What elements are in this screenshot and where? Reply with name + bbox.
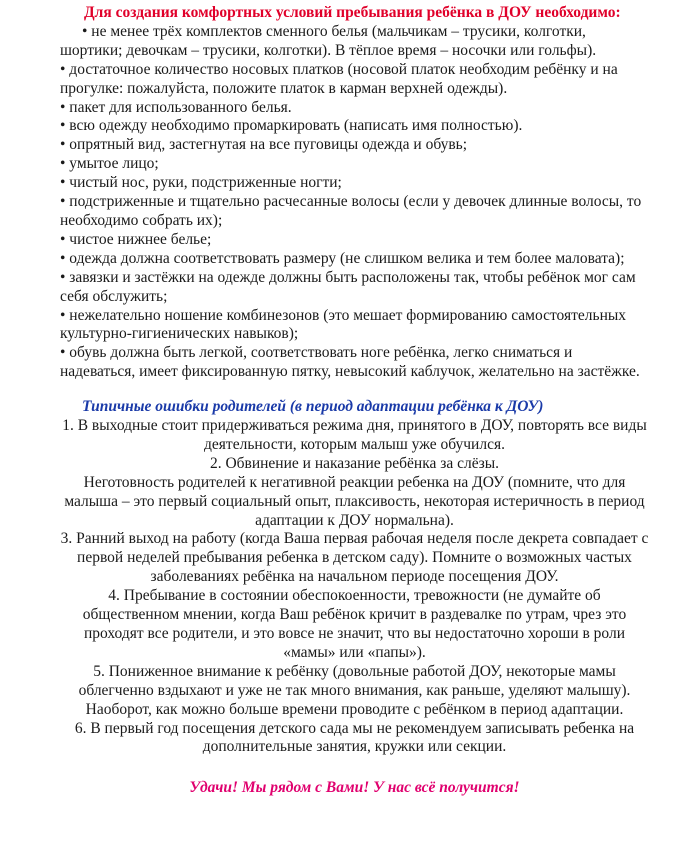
list-item: • одежда должна соответствовать размеру (не слишком велика и тем более маловата); [60, 249, 625, 267]
mistakes-list [60, 417, 649, 757]
list-item: • обувь должна быть легкой, соответствовать ноге ребёнка, легко сниматься и надеваться, имеет фиксированную пятку, невысокий каблучок, желательно на застёжке. [60, 344, 640, 381]
list-item: • опрятный вид, застегнутая на все пуговицы одежда и обувь; [60, 136, 468, 154]
list-item: 5. Пониженное внимание к ребёнку (довольные работой ДОУ, некоторые мамы облегченно вздыхают и уже не так много внимания, как раньше, уделяют малышу). Наоборот, как можно больше времени проводите с ребёнком в период адаптации. [78, 662, 631, 718]
list-item: • нежелательно ношение комбинезонов (это мешает формированию самостоятельных культурно-гигиенических навыков); [60, 306, 627, 343]
list-item: 4. Пребывание в состоянии обеспокоенности, тревожности (не думайте об общественном мнении, когда Ваш ребёнок кричит в раздевалке по утрам, чрез это проходят все родители, и это вовсе не значит, что вы недостаточно хороши в роли «мамы» или «папы»). [82, 587, 627, 661]
list-item: • умытое лицо; [60, 155, 159, 173]
list-item: • не менее трёх комплектов сменного белья (мальчикам – трусики, колготки, шортики; девочкам – трусики, колготки). В тёплое время – носочки или гольфы). [60, 22, 597, 59]
list-item: • пакет для использованного белья. [60, 98, 292, 116]
list-item: 2. Обвинение и наказание ребёнка за слёзы. [209, 454, 500, 472]
list-item: Неготовность родителей к негативной реакции ребенка на ДОУ (помните, что для малыша – это первый социальный опыт, плаксивость, некоторая истеричность в период адаптации к ДОУ нормальна). [64, 473, 645, 529]
list-item: • подстриженные и тщательно расчесанные волосы (если у девочек длинные волосы, то необходимо собрать их); [60, 193, 642, 229]
section-heading-mistakes: Типичные ошибки родителей (в период адаптации ребёнка к ДОУ) [82, 398, 544, 416]
footer-slogan: Удачи! Мы рядом с Вами! У нас всё получится! [189, 779, 520, 797]
list-item: 6. В первый год посещения детского сада мы не рекомендуем записывать ребенка на дополнительные занятия, кружки или секции. [74, 719, 635, 756]
list-item: • достаточное количество носовых платков (носовой платок необходим ребёнку и на прогулке: пожалуйста, положите платок в карман верхней одежды). [60, 60, 618, 97]
requirements-list [60, 23, 649, 382]
list-item: • завязки и застёжки на одежде должны быть расположены так, чтобы ребёнок мог сам себя обслужить; [60, 268, 636, 305]
list-item: • всю одежду необходимо промаркировать (написать имя полностью). [60, 117, 523, 135]
list-item: • чистое нижнее белье; [60, 230, 212, 248]
page-title: Для создания комфортных условий пребывания ребёнка в ДОУ необходимо: [84, 4, 621, 21]
list-item: • чистый нос, руки, подстриженные ногти; [60, 174, 342, 192]
list-item: 1. В выходные стоит придерживаться режима дня, принятого в ДОУ, повторять все виды деятельности, которым малыш уже обучился. [62, 417, 647, 453]
list-item: 3. Ранний выход на работу (когда Ваша первая рабочая неделя после декрета совпадает с первой неделей пребывания ребенка в детском саду). Помните о возможных частых заболеваниях ребёнка на начальном периоде посещения ДОУ. [60, 530, 649, 586]
